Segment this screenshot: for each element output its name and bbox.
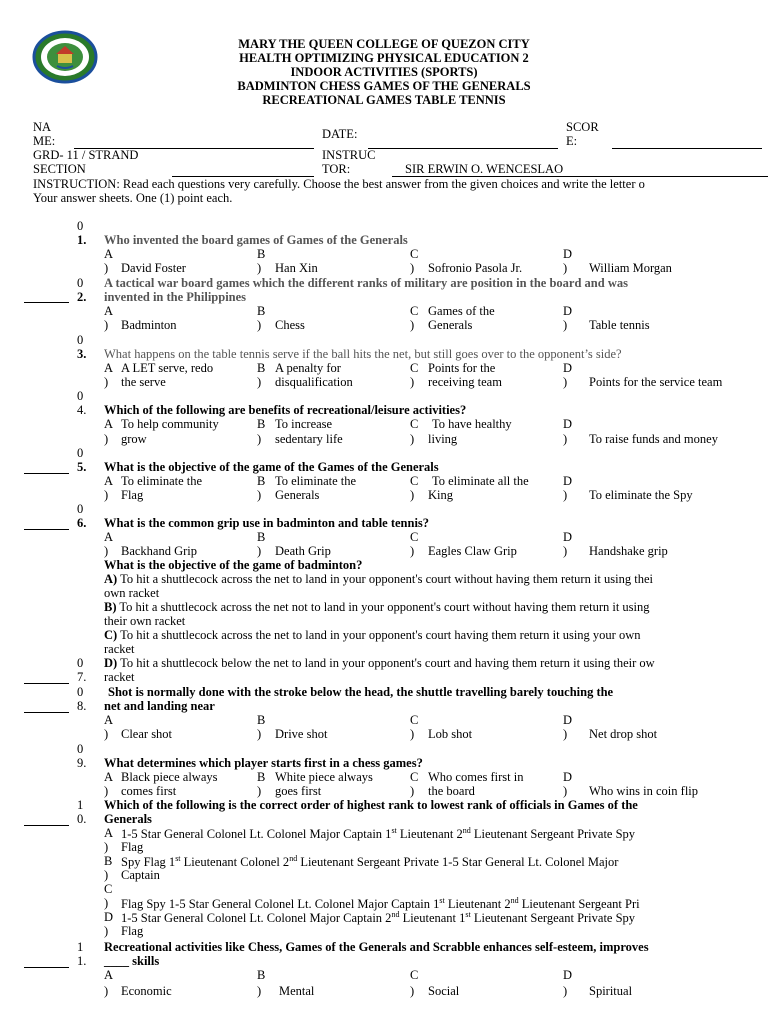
q10-choice-a-part3: Lieutenant Sergeant Private Spy: [470, 827, 636, 842]
q9-number: 9.: [77, 756, 87, 770]
q5-number: 5.: [77, 460, 87, 474]
q3-letter-a: A: [104, 361, 114, 375]
q7-question: What is the objective of the game of badminton?: [104, 558, 363, 572]
q11-question-cont: ____ skills: [104, 954, 160, 968]
q11-letter-d: D: [563, 968, 573, 982]
q10-sup-nd: nd: [462, 826, 471, 835]
q2-question-cont: invented in the Philippines: [104, 290, 247, 304]
q5-letter-b: B: [257, 474, 266, 488]
q10-sup-st: st: [465, 910, 471, 919]
q11-paren-a: ): [104, 984, 109, 998]
q10-sup-nd: nd: [391, 910, 400, 919]
q5-letter-d: D: [563, 474, 573, 488]
q10-choice-b-part2: Lieutenant Colonel 2: [180, 855, 290, 870]
q8-letter-c: C: [410, 713, 419, 727]
q2-choice-c: Games of the: [428, 304, 495, 318]
q7-option-b-text: To hit a shuttlecock across the net not to land in your opponent's court without having them return it using: [119, 600, 650, 614]
q6-number-top: 0: [77, 502, 84, 516]
q3-choice-b-cont: disqualification: [275, 375, 353, 389]
q2-paren-c: ): [410, 318, 415, 332]
q11-paren-b: ): [257, 984, 262, 998]
q9-choice-b-cont: goes first: [275, 784, 322, 798]
q3-question: What happens on the table tennis serve if the ball hits the net, but still goes over to the opponent’s side?: [104, 347, 622, 361]
q5-question: What is the objective of the game of the Games of the Generals: [104, 460, 439, 474]
q3-paren-c: ): [410, 375, 415, 389]
q6-paren-a: ): [104, 544, 109, 558]
q10-choice-d: [121, 910, 635, 926]
q5-choice-b: To eliminate the: [275, 474, 357, 488]
q10-sup-nd: nd: [289, 854, 298, 863]
q3-letter-b: B: [257, 361, 266, 375]
q10-choice-b-part3: Lieutenant Sergeant Private 1-5 Star General Lt. Colonel Major: [297, 855, 619, 870]
q5-choice-a-cont: Flag: [121, 488, 144, 502]
q11-letter-c: C: [410, 968, 419, 982]
q10-sup-st: st: [391, 826, 397, 835]
q5-choice-b-cont: Generals: [275, 488, 320, 502]
q1-paren-d: ): [563, 261, 568, 275]
q8-choice-c: Lob shot: [428, 727, 473, 741]
q1-paren-b: ): [257, 261, 262, 275]
q4-paren-a: ): [104, 432, 109, 446]
q9-question: What determines which player starts first in a chess games?: [104, 756, 423, 770]
q2-choice-d: Table tennis: [589, 318, 650, 332]
q6-choice-c: Eagles Claw Grip: [428, 544, 517, 558]
q8-choice-a: Clear shot: [121, 727, 173, 741]
q7-number-top: 0: [77, 656, 84, 670]
q3-number: 3.: [77, 347, 87, 361]
q5-number-top: 0: [77, 446, 84, 460]
q1-paren-c: ): [410, 261, 415, 275]
q10-sup-nd: nd: [510, 896, 519, 905]
q11-choice-d: Spiritual: [589, 984, 633, 998]
q9-letter-d: D: [563, 770, 573, 784]
q8-number: 8.: [77, 699, 87, 713]
q4-choice-c: To have healthy: [432, 417, 512, 431]
q7-answer-blank[interactable]: [24, 683, 69, 684]
q4-number: 4.: [77, 403, 87, 417]
q11-letter-a: A: [104, 968, 114, 982]
q2-choice-a: Badminton: [121, 318, 177, 332]
name-label: NA: [33, 120, 52, 134]
q5-paren-d: ): [563, 488, 568, 502]
q2-letter-c: C: [410, 304, 419, 318]
q10-choice-b-part1: Spy Flag 1: [121, 855, 176, 870]
q6-question: What is the common grip use in badminton and table tennis?: [104, 516, 430, 530]
q3-choice-a-cont: the serve: [121, 375, 166, 389]
q7-option-d: [104, 656, 655, 671]
q10-choice-a-part2: Lieutenant 2: [396, 827, 463, 842]
q10-choice-c-part2: Lieutenant 2: [444, 897, 511, 912]
q10-paren-a: ): [104, 840, 109, 854]
q5-choice-a: To eliminate the: [121, 474, 203, 488]
q7-option-c-label: C): [104, 628, 118, 642]
topics-line-2: RECREATIONAL GAMES TABLE TENNIS: [262, 93, 506, 107]
q8-paren-b: ): [257, 727, 262, 741]
q5-answer-blank[interactable]: [24, 473, 69, 474]
q7-option-a: [104, 572, 653, 587]
instruction-text-cont: Your answer sheets. One (1) point each.: [33, 191, 233, 205]
q6-letter-d: D: [563, 530, 573, 544]
q5-choice-d: To eliminate the Spy: [589, 488, 693, 502]
q9-choice-a: Black piece always: [121, 770, 218, 784]
instructor-label: INSTRUC: [322, 148, 376, 162]
q2-paren-d: ): [563, 318, 568, 332]
q2-paren-b: ): [257, 318, 262, 332]
q4-choice-d: To raise funds and money: [589, 432, 718, 446]
q1-choice-b: Han Xin: [275, 261, 318, 275]
q10-choice-a-part1: 1-5 Star General Colonel Lt. Colonel Major Captain 1: [121, 827, 392, 842]
q1-paren-a: ): [104, 261, 109, 275]
q10-paren-d: ): [104, 924, 109, 938]
instructor-name: SIR ERWIN O. WENCESLAO: [405, 162, 564, 176]
q11-letter-b: B: [257, 968, 266, 982]
q1-number: 1.: [77, 233, 87, 247]
q8-choice-b: Drive shot: [275, 727, 328, 741]
q11-choice-c: Social: [428, 984, 460, 998]
q9-paren-d: ): [563, 784, 568, 798]
q4-choice-b: To increase: [275, 417, 333, 431]
q10-question-cont: Generals: [104, 812, 152, 826]
q4-question: Which of the following are benefits of recreational/leisure activities?: [104, 403, 467, 417]
q9-letter-c: C: [410, 770, 419, 784]
q9-paren-b: ): [257, 784, 262, 798]
q10-choice-b: [121, 854, 618, 870]
q8-letter-b: B: [257, 713, 266, 727]
q2-letter-b: B: [257, 304, 266, 318]
q10-choice-c-part3: Lieutenant Sergeant Pri: [518, 897, 640, 912]
q10-letter-b: B: [104, 854, 113, 868]
q4-letter-d: D: [563, 417, 573, 431]
q5-paren-b: ): [257, 488, 262, 502]
q6-answer-blank[interactable]: [24, 529, 69, 530]
q10-choice-d-part1: 1-5 Star General Colonel Lt. Colonel Major Captain 2: [121, 911, 392, 926]
q10-choice-c-part1: Flag Spy 1-5 Star General Colonel Lt. Colonel Major Captain 1: [121, 897, 440, 912]
q8-paren-a: ): [104, 727, 109, 741]
q1-letter-d: D: [563, 247, 573, 261]
q11-number: 1.: [77, 954, 87, 968]
q8-letter-d: D: [563, 713, 573, 727]
q6-letter-b: B: [257, 530, 266, 544]
q3-choice-d: Points for the service team: [589, 375, 723, 389]
q11-answer-blank[interactable]: [24, 967, 69, 968]
q1-number-top: 0: [77, 219, 84, 233]
q10-letter-d: D: [104, 910, 114, 924]
q4-choice-b-cont: sedentary life: [275, 432, 343, 446]
q7-option-c-cont: racket: [104, 642, 135, 656]
q8-question-cont: net and landing near: [104, 699, 215, 713]
q3-choice-a: A LET serve, redo: [121, 361, 214, 375]
q7-option-c: [104, 628, 640, 643]
q10-number-top: 1: [77, 798, 84, 812]
q2-answer-blank[interactable]: [24, 302, 69, 303]
q8-answer-blank[interactable]: [24, 712, 69, 713]
q1-choice-c: Sofronio Pasola Jr.: [428, 261, 523, 275]
q5-letter-c: C: [410, 474, 419, 488]
q8-question: Shot is normally done with the stroke below the head, the shuttle travelling barely touching the: [108, 685, 614, 699]
q4-choice-a: To help community: [121, 417, 219, 431]
q5-paren-c: ): [410, 488, 415, 502]
q3-choice-c-cont: receiving team: [428, 375, 502, 389]
q7-option-a-label: A): [104, 572, 118, 586]
q7-option-d-text: To hit a shuttlecock below the net to land in your opponent's court and having them return it using their ow: [120, 656, 655, 670]
q9-choice-b: White piece always: [275, 770, 373, 784]
q1-letter-b: B: [257, 247, 266, 261]
q10-choice-d-part2: Lieutenant 1: [399, 911, 466, 926]
unit-title: INDOOR ACTIVITIES (SPORTS): [290, 65, 478, 79]
q2-number: 2.: [77, 290, 87, 304]
score-label: SCOR: [566, 120, 599, 134]
date-label: DATE:: [322, 127, 358, 141]
q10-choice-d-cont: Flag: [121, 924, 144, 938]
q9-choice-a-cont: comes first: [121, 784, 177, 798]
q3-paren-a: ): [104, 375, 109, 389]
q5-paren-a: ): [104, 488, 109, 502]
q6-paren-b: ): [257, 544, 262, 558]
q6-number: 6.: [77, 516, 87, 530]
q4-letter-c: C: [410, 417, 419, 431]
q7-option-d-label: D): [104, 656, 118, 670]
q1-question: Who invented the board games of Games of the Generals: [104, 233, 408, 247]
q7-option-c-text: To hit a shuttlecock across the net to land in your opponent's court having them return it using your own: [120, 628, 641, 642]
q11-paren-d: ): [563, 984, 568, 998]
q9-paren-c: ): [410, 784, 415, 798]
q9-paren-a: ): [104, 784, 109, 798]
q3-choice-b: A penalty for: [275, 361, 341, 375]
q2-letter-d: D: [563, 304, 573, 318]
q3-number-top: 0: [77, 333, 84, 347]
q2-question: A tactical war board games which the different ranks of military are position in the board and was: [104, 276, 628, 290]
q7-number: 7.: [77, 670, 87, 684]
q10-sup-st: st: [439, 896, 445, 905]
q6-paren-d: ): [563, 544, 568, 558]
q2-number-top: 0: [77, 276, 84, 290]
q8-paren-d: ): [563, 727, 568, 741]
q2-paren-a: ): [104, 318, 109, 332]
q4-letter-b: B: [257, 417, 266, 431]
q6-letter-c: C: [410, 530, 419, 544]
q1-choice-a: David Foster: [121, 261, 186, 275]
q2-choice-b: Chess: [275, 318, 305, 332]
q3-letter-c: C: [410, 361, 419, 375]
q3-paren-b: ): [257, 375, 262, 389]
q4-paren-c: ): [410, 432, 415, 446]
q10-choice-a: [121, 826, 635, 842]
instructor-label-cont: TOR:: [322, 162, 351, 176]
q7-option-a-text: To hit a shuttlecock across the net to land in your opponent's court without having them return it using thei: [120, 572, 653, 586]
q4-choice-c-cont: living: [428, 432, 458, 446]
q11-choice-b: Mental: [279, 984, 315, 998]
q5-choice-c: To eliminate all the: [432, 474, 529, 488]
q2-letter-a: A: [104, 304, 114, 318]
q6-choice-a: Backhand Grip: [121, 544, 198, 558]
q6-paren-c: ): [410, 544, 415, 558]
q4-number-top: 0: [77, 389, 84, 403]
school-name: MARY THE QUEEN COLLEGE OF QUEZON CITY: [238, 37, 530, 51]
q8-letter-a: A: [104, 713, 114, 727]
date-field[interactable]: [368, 148, 558, 149]
name-label-cont: ME:: [33, 134, 56, 148]
q11-number-top: 1: [77, 940, 84, 954]
q9-letter-a: A: [104, 770, 114, 784]
q4-choice-a-cont: grow: [121, 432, 147, 446]
q9-choice-c-cont: the board: [428, 784, 475, 798]
q9-choice-c: Who comes first in: [428, 770, 524, 784]
q3-letter-d: D: [563, 361, 573, 375]
section-label: SECTION: [33, 162, 86, 176]
q11-paren-c: ): [410, 984, 415, 998]
subject-title: HEALTH OPTIMIZING PHYSICAL EDUCATION 2: [239, 51, 529, 65]
q1-letter-a: A: [104, 247, 114, 261]
q9-choice-d: Who wins in coin flip: [589, 784, 699, 798]
q7-option-d-cont: racket: [104, 670, 135, 684]
q5-letter-a: A: [104, 474, 114, 488]
q9-letter-b: B: [257, 770, 266, 784]
q7-option-a-cont: own racket: [104, 586, 160, 600]
q3-paren-d: ): [563, 375, 568, 389]
grade-strand-label: GRD- 11 / STRAND: [33, 148, 139, 162]
q8-choice-d: Net drop shot: [589, 727, 658, 741]
q10-sup-st: st: [175, 854, 181, 863]
q4-paren-b: ): [257, 432, 262, 446]
q11-choice-a: Economic: [121, 984, 172, 998]
q4-paren-d: ): [563, 432, 568, 446]
q10-letter-a: A: [104, 826, 114, 840]
q1-letter-c: C: [410, 247, 419, 261]
q10-choice-a-cont: Flag: [121, 840, 144, 854]
q10-paren-b: ): [104, 868, 109, 882]
q10-number: 0.: [77, 812, 87, 826]
q1-choice-d: William Morgan: [589, 261, 672, 275]
q9-number-top: 0: [77, 742, 84, 756]
q10-question: Which of the following is the correct order of highest rank to lowest rank of officials in Games of the: [104, 798, 638, 812]
q7-option-b-cont: their own racket: [104, 614, 186, 628]
q6-choice-b: Death Grip: [275, 544, 331, 558]
instruction-text: INSTRUCTION: Read each questions very carefully. Choose the best answer from the given choices and write the letter o: [33, 177, 645, 191]
q10-answer-blank[interactable]: [24, 825, 69, 826]
score-field[interactable]: [612, 148, 762, 149]
q5-choice-c-cont: King: [428, 488, 453, 502]
q10-paren-c: ): [104, 896, 109, 910]
q7-option-b-label: B): [104, 600, 117, 614]
q10-choice-d-part3: Lieutenant Sergeant Private Spy: [470, 911, 636, 926]
q4-letter-a: A: [104, 417, 114, 431]
q10-letter-c: C: [104, 882, 113, 896]
q8-paren-c: ): [410, 727, 415, 741]
q2-choice-c-cont: Generals: [428, 318, 473, 332]
q6-choice-d: Handshake grip: [589, 544, 668, 558]
q3-choice-c: Points for the: [428, 361, 496, 375]
q7-option-b: [104, 600, 650, 615]
q10-choice-b-cont: Captain: [121, 868, 160, 882]
q11-question: Recreational activities like Chess, Games of the Generals and Scrabble enhances self-esteem, improves: [104, 940, 649, 954]
q6-letter-a: A: [104, 530, 114, 544]
score-label-cont: E:: [566, 134, 578, 148]
q8-number-top: 0: [77, 685, 84, 699]
topics-line-1: BADMINTON CHESS GAMES OF THE GENERALS: [237, 79, 531, 93]
